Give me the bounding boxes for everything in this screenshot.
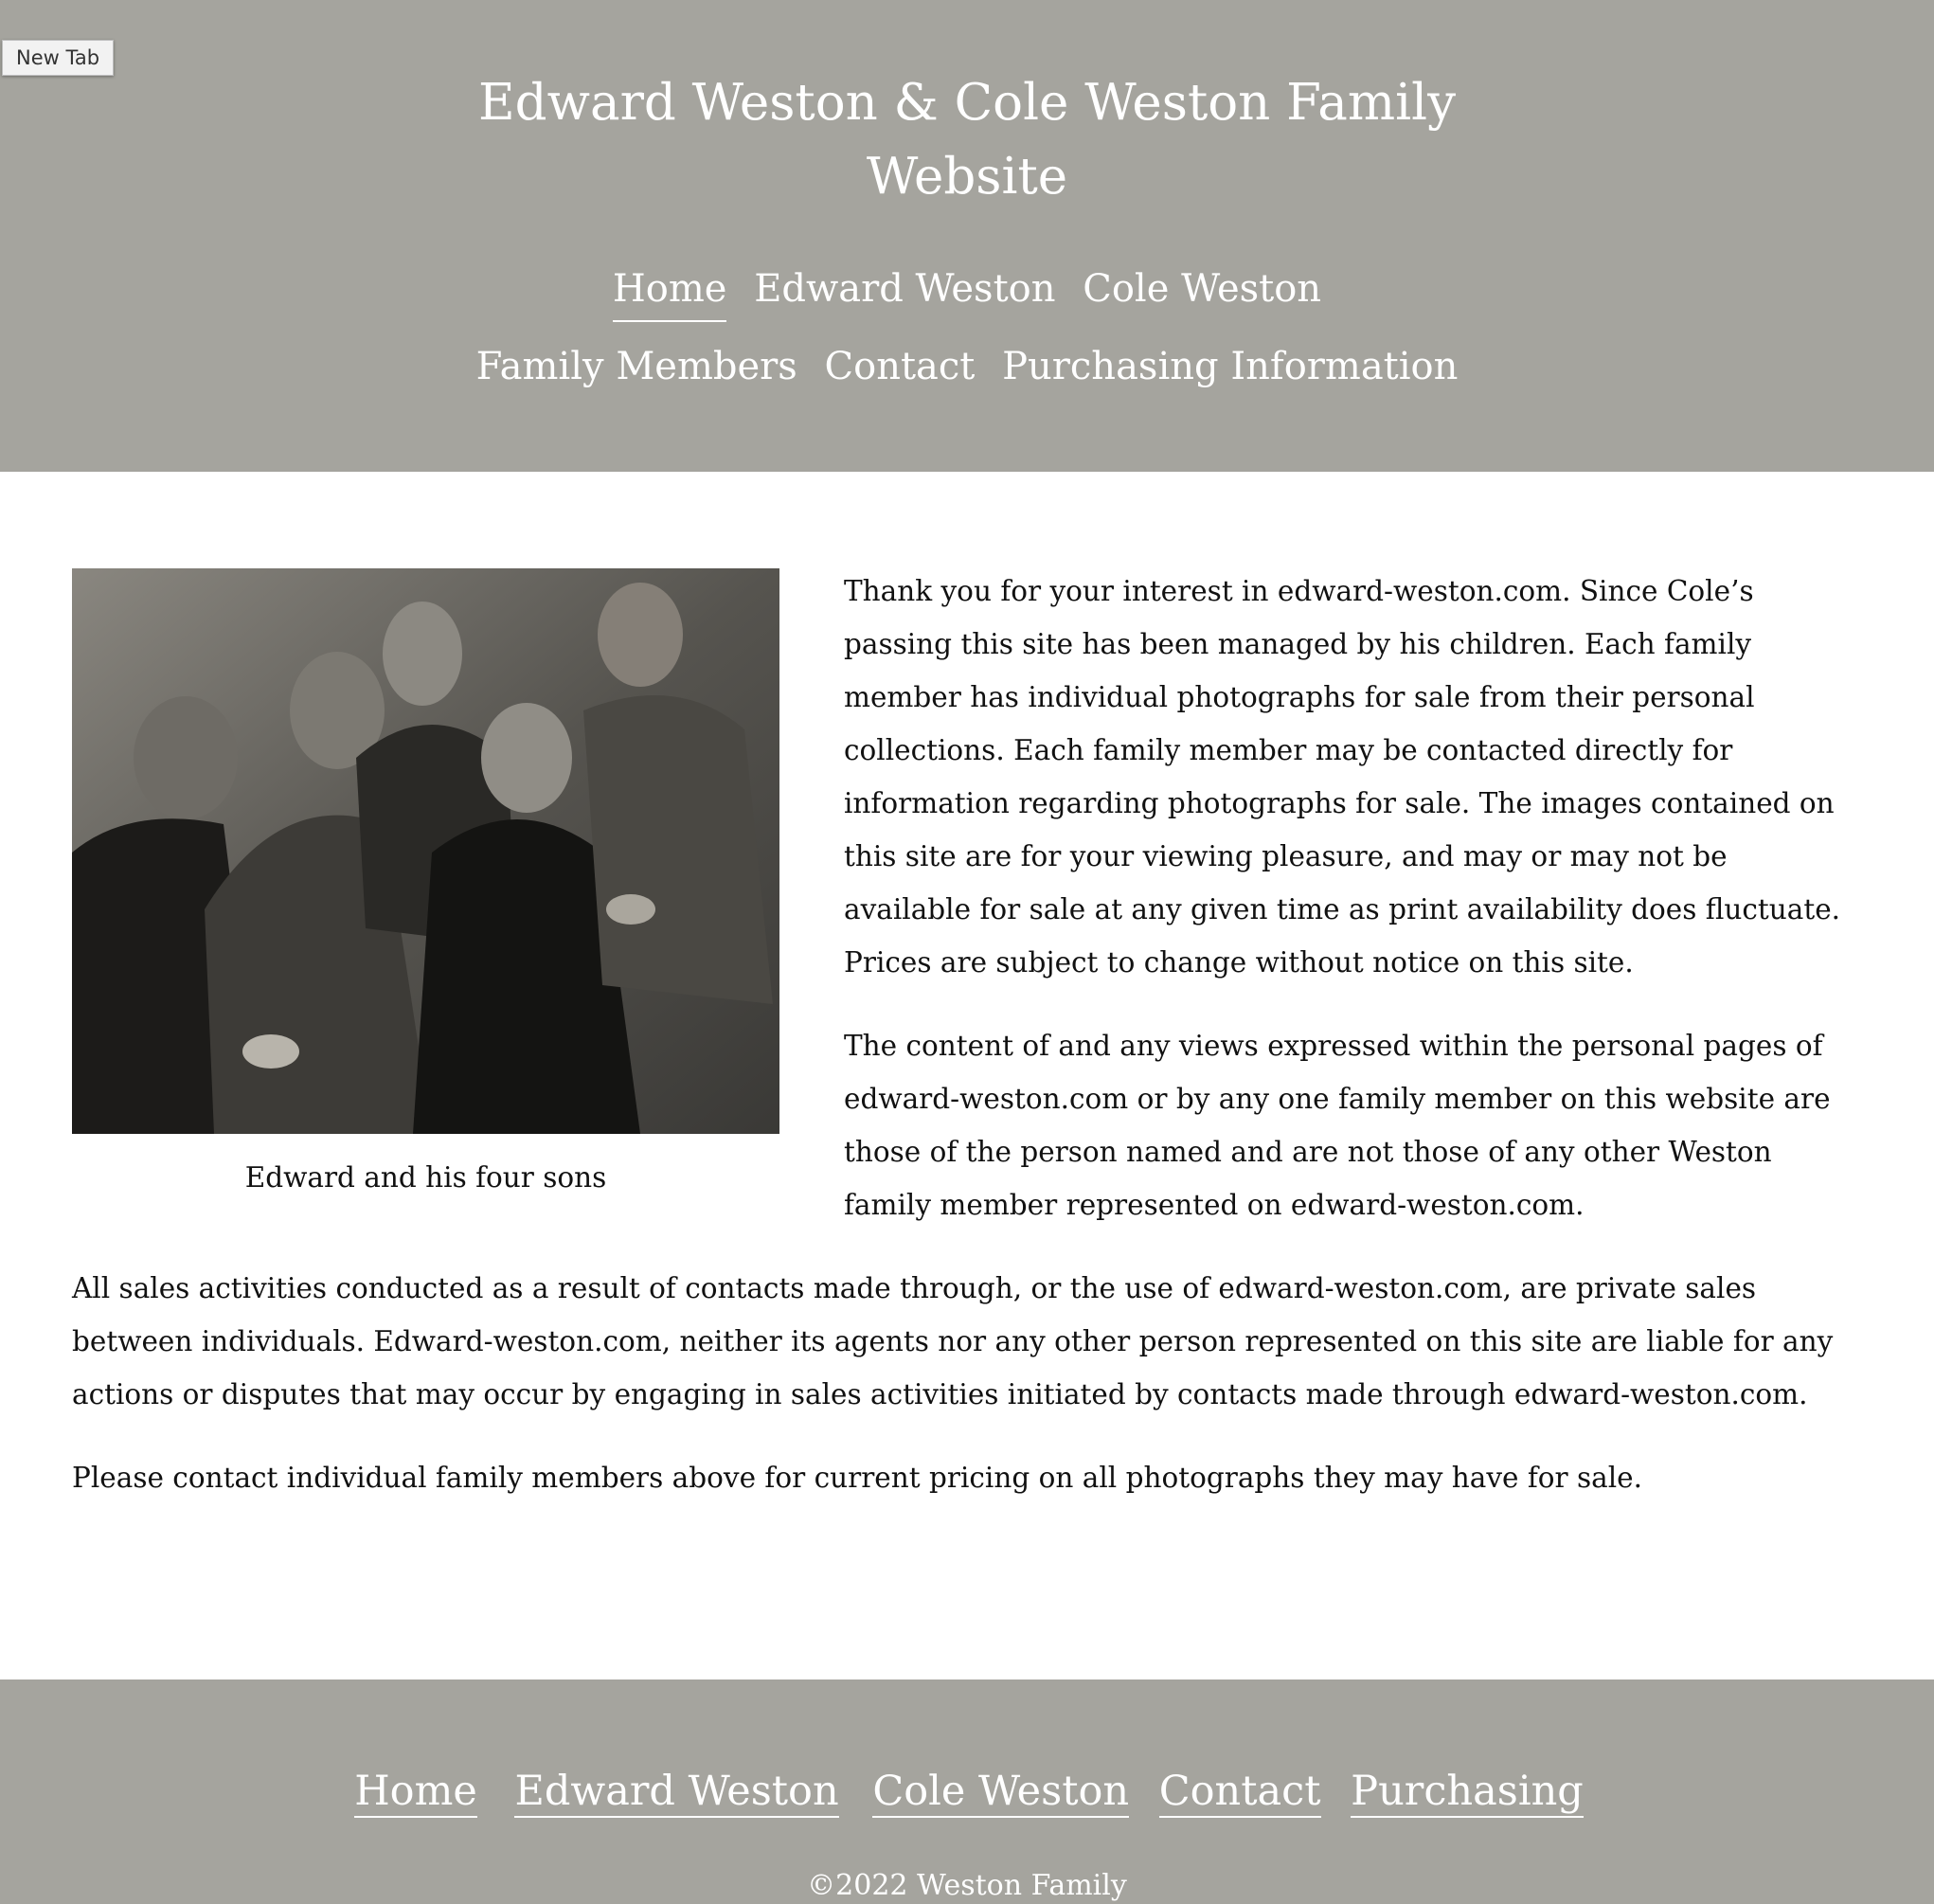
footer-nav-edward-weston[interactable]: Edward Weston [514, 1767, 838, 1818]
contact-paragraph: Please contact individual family members above for current pricing on all photographs they may have for sale. [72, 1462, 1643, 1494]
footer-nav [0, 1767, 1934, 1818]
photo-caption: Edward and his four sons [244, 1161, 607, 1194]
footer-nav-purchasing[interactable]: Purchasing [1351, 1767, 1584, 1818]
photo-figure [72, 568, 779, 1196]
nav-contact[interactable]: Contact [824, 345, 976, 388]
footer-nav-cole-weston[interactable]: Cole Weston [872, 1767, 1129, 1818]
nav-purchasing-information[interactable]: Purchasing Information [1002, 345, 1459, 388]
site-title-line1: Edward Weston & Cole Weston Family [477, 74, 1457, 132]
site-footer [0, 1679, 1934, 1904]
sales-paragraph: All sales activities conducted as a result of contacts made through, or the use of edward-weston.com, are private sales between individuals. Edward-weston.com, neither its agents nor any other person represented on this site are liable for any actions or disputes that may occur by engaging in sales activities initiated by contacts made through edward-weston.com. [72, 1272, 1834, 1410]
disclaimer-paragraph: The content of and any views expressed within the personal pages of edward-weston.com or by any one family member on this website are those of the person named and are not those of any other Weston family member represented on edward-weston.com. [844, 1030, 1831, 1221]
new-tab-button[interactable]: New Tab [2, 40, 114, 76]
nav-cole-weston[interactable]: Cole Weston [1083, 267, 1322, 311]
site-title-line2: Website [866, 148, 1068, 206]
copyright: ©2022 Weston Family [807, 1869, 1127, 1902]
nav-edward-weston[interactable]: Edward Weston [754, 267, 1056, 311]
intro-paragraph: Thank you for your interest in edward-weston.com. Since Cole’s passing this site has been managed by his children. Each family member has individual photographs for sale from their personal collections. Each family member may be contacted directly for information regarding photographs for sale. The images contained on this site are for your viewing pleasure, and may or may not be available for sale at any given time as print availability does fluctuate. Prices are subject to change without notice on this site. [844, 575, 1841, 979]
site-title[interactable] [0, 66, 1934, 214]
main-nav-row1 [0, 267, 1934, 322]
family-photo [72, 568, 779, 1134]
main-content [72, 568, 1854, 1535]
nav-family-members[interactable]: Family Members [475, 345, 797, 388]
footer-nav-contact[interactable]: Contact [1159, 1767, 1321, 1818]
site-header [0, 0, 1934, 472]
footer-nav-home[interactable]: Home [354, 1767, 477, 1818]
nav-home[interactable]: Home [613, 267, 727, 322]
main-nav-row2 [0, 345, 1934, 398]
